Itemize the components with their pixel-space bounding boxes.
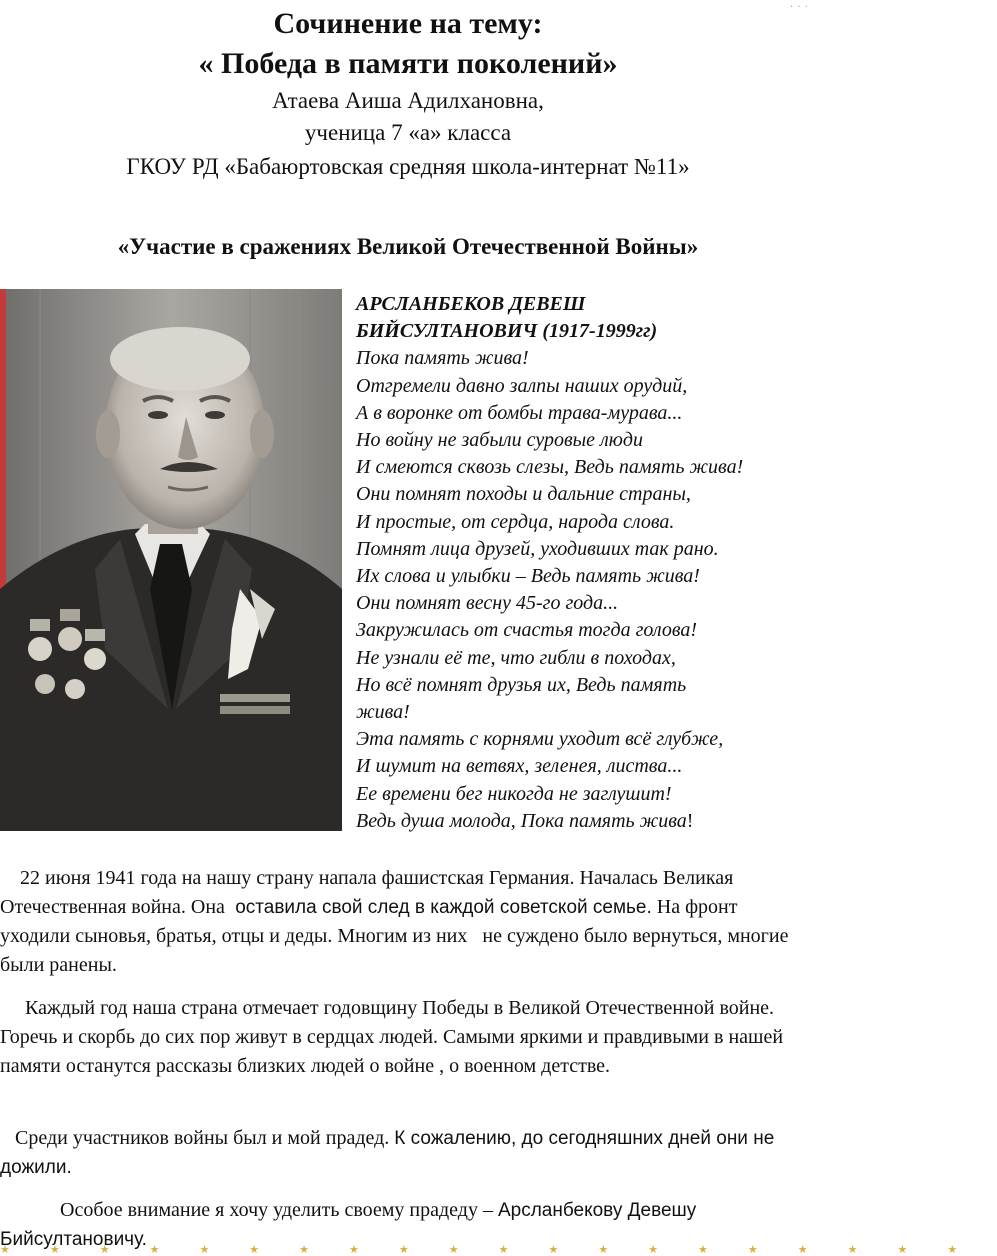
section-title: «Участие в сражениях Великой Отечественной Войны» [117, 234, 699, 259]
poem-line: Ее времени бег никогда не заглушит! [356, 782, 672, 805]
corner-decoration: ··· [790, 2, 812, 13]
paragraph-text: На фронт уходили сыновья, братья, отцы и деды. Многим из них не суждено было вернуться, многие были ранены. [0, 896, 794, 976]
poem-line: Пока память жива! [356, 347, 529, 370]
poem-line: Но всё помнят друзья их, Ведь память [356, 673, 687, 696]
poem-line: жива! [356, 701, 410, 724]
poem-line: Закружилась от счастья тогда голова! [356, 619, 698, 642]
poem-line: А в воронке от бомбы трава-мурава... [356, 401, 683, 424]
poem-line: Но войну не забыли суровые люди [356, 429, 643, 452]
poem-line: И шумит на ветвях, зеленея, листва... [356, 755, 683, 778]
paragraph-text: Особое внимание я хочу уделить своему прадеду – [0, 1199, 498, 1221]
paragraph-victory-day: Каждый год наша страна отмечает годовщину Победы в Великой Отечественной войне. Горечь и скорбь до сих пор живут в сердцах людей. Самыми яркими и правдивыми в нашей памяти останутся рассказы близких людей о войне , о военном детстве. [0, 997, 789, 1077]
poem-line: Их слова и улыбки – Ведь память жива! [356, 565, 700, 588]
poem-last-line [356, 808, 816, 835]
paragraph-highlight: оставила свой след в каждой советской семье. [229, 897, 652, 918]
decorative-star-border: ★★★★★★★★★★★★★★★★★★★★ [0, 1244, 997, 1256]
essay-title-line-1: Сочинение на тему: [273, 7, 543, 40]
veteran-portrait-icon [0, 289, 342, 831]
paragraph-war-start [0, 864, 800, 980]
author-grade: ученица 7 «а» класса [304, 120, 512, 145]
poem-line: Они помнят походы и дальние страны, [356, 483, 691, 506]
poem-line: Они помнят весну 45-го года... [356, 592, 619, 615]
paragraph-highlight: К сожалению, до сегодняшних дней они не дожили. [0, 1128, 775, 1178]
hero-name-line-1: АРСЛАНБЕКОВ ДЕВЕШ [356, 293, 586, 315]
poem-line: И простые, от сердца, народа слова. [356, 510, 675, 533]
poem-line: Отгремели давно залпы наших орудий, [356, 374, 688, 397]
paragraph-text: Среди участников войны был и мой прадед. [0, 1127, 395, 1149]
paragraph-great-grandfather [0, 1124, 800, 1182]
poem-line: Помнят лица друзей, уходивших так рано. [356, 537, 719, 560]
paragraph-text: 22 июня 1941 года на нашу страну напала фашистская Германия. Началась Великая Отечественная война. Она [0, 867, 739, 918]
poem-line: Не узнали её те, что гибли в походах, [356, 646, 676, 669]
author-name: Атаева Аиша Адилхановна, [272, 88, 544, 113]
hero-name-line-2: БИЙСУЛТАНОВИЧ (1917-1999гг) [356, 320, 658, 343]
school-name: ГКОУ РД «Бабаюртовская средняя школа-интернат №11» [126, 154, 690, 179]
poem-block [356, 291, 816, 835]
poem-last-line-text: Ведь душа молода, Пока память жива [356, 809, 687, 832]
paragraph-highlight: Арсланбекову Девешу Бийсултановичу. [0, 1200, 697, 1250]
poem-last-mark: ! [686, 809, 694, 832]
poem-line: И смеются сквозь слезы, Ведь память жива! [356, 456, 744, 479]
essay-title-line-2: « Победа в памяти поколений» [198, 47, 618, 80]
veteran-portrait-photo [0, 289, 342, 831]
poem-line: Эта память с корнями уходит всё глубже, [356, 728, 724, 751]
